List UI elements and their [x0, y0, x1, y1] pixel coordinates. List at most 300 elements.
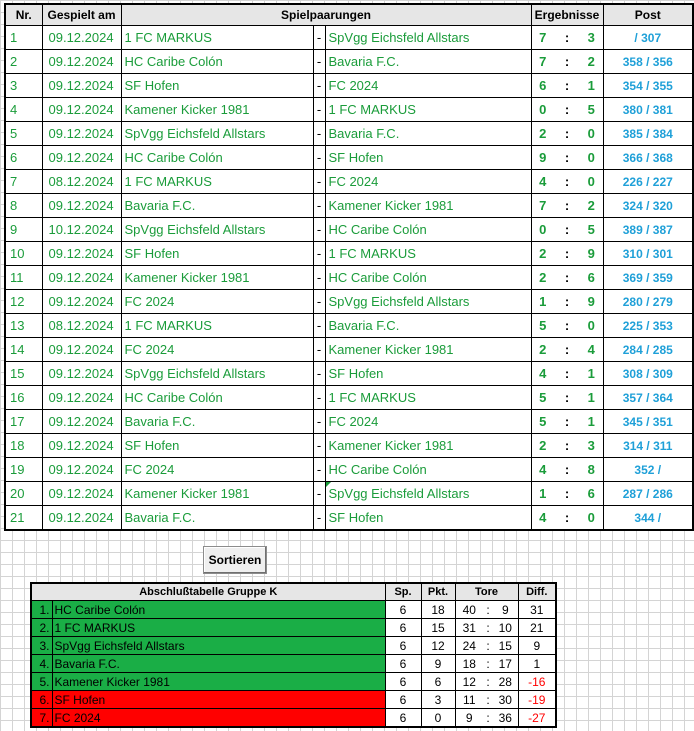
goals-for: 11	[455, 691, 483, 709]
pairing-separator: -	[313, 434, 325, 458]
home-score: 1	[531, 290, 554, 314]
standings-table	[30, 582, 557, 728]
games-played: 6	[385, 619, 421, 637]
post-value: 354 / 355	[603, 74, 693, 98]
match-number: 7	[5, 170, 42, 194]
away-team-label: 1 FC MARKUS	[328, 246, 416, 261]
goals-separator: :	[483, 637, 493, 655]
away-team-label: Kamener Kicker 1981	[328, 342, 454, 357]
goal-difference: 9	[518, 637, 556, 655]
team-name: HC Caribe Colón	[52, 601, 385, 619]
goals-against: 9	[493, 601, 518, 619]
match-date: 09.12.2024	[42, 122, 121, 146]
points: 18	[421, 601, 455, 619]
away-team-label: Bavaria F.C.	[328, 54, 400, 69]
post-value: 389 / 387	[603, 218, 693, 242]
home-team: HC Caribe Colón	[121, 50, 313, 74]
match-row	[5, 482, 693, 506]
away-team-label: HC Caribe Colón	[328, 270, 427, 285]
match-date: 09.12.2024	[42, 242, 121, 266]
goals-for: 12	[455, 673, 483, 691]
pairing-separator: -	[313, 26, 325, 50]
match-row	[5, 242, 693, 266]
away-score: 3	[580, 434, 603, 458]
match-row	[5, 266, 693, 290]
match-date: 09.12.2024	[42, 194, 121, 218]
home-score: 0	[531, 218, 554, 242]
match-date: 09.12.2024	[42, 482, 121, 506]
standings-row	[31, 619, 556, 637]
away-score: 2	[580, 50, 603, 74]
pairing-separator: -	[313, 242, 325, 266]
away-team-label: Kamener Kicker 1981	[328, 198, 454, 213]
score-separator: :	[554, 98, 580, 122]
match-row	[5, 146, 693, 170]
goals-for: 18	[455, 655, 483, 673]
pairing-separator: -	[313, 314, 325, 338]
match-date: 09.12.2024	[42, 266, 121, 290]
home-team: SF Hofen	[121, 242, 313, 266]
post-value: 352 /	[603, 458, 693, 482]
goals-separator: :	[483, 655, 493, 673]
match-date: 09.12.2024	[42, 26, 121, 50]
pairing-separator: -	[313, 482, 325, 506]
goals-for: 9	[455, 709, 483, 728]
away-score: 0	[580, 122, 603, 146]
away-score: 9	[580, 290, 603, 314]
goals-for: 40	[455, 601, 483, 619]
home-score: 7	[531, 26, 554, 50]
match-row	[5, 218, 693, 242]
match-row	[5, 506, 693, 531]
away-team	[325, 122, 531, 146]
away-team-label: SpVgg Eichsfeld Allstars	[328, 30, 470, 45]
match-row	[5, 170, 693, 194]
away-team	[325, 506, 531, 531]
goals-separator: :	[483, 601, 493, 619]
header-result: Ergebnisse	[531, 4, 603, 26]
match-date: 09.12.2024	[42, 506, 121, 531]
standings-row	[31, 655, 556, 673]
pairing-separator: -	[313, 266, 325, 290]
home-score: 4	[531, 170, 554, 194]
away-team-label: 1 FC MARKUS	[328, 390, 416, 405]
away-score: 4	[580, 338, 603, 362]
home-team: Bavaria F.C.	[121, 506, 313, 531]
points: 6	[421, 673, 455, 691]
away-team	[325, 242, 531, 266]
match-number: 8	[5, 194, 42, 218]
pairing-separator: -	[313, 194, 325, 218]
away-team	[325, 98, 531, 122]
away-score: 0	[580, 146, 603, 170]
score-separator: :	[554, 290, 580, 314]
home-team: FC 2024	[121, 338, 313, 362]
home-score: 0	[531, 98, 554, 122]
rank: 2.	[31, 619, 52, 637]
score-separator: :	[554, 74, 580, 98]
away-team	[325, 194, 531, 218]
games-played: 6	[385, 709, 421, 728]
away-score: 5	[580, 98, 603, 122]
match-row	[5, 26, 693, 50]
match-date: 08.12.2024	[42, 314, 121, 338]
post-value: 345 / 351	[603, 410, 693, 434]
home-score: 2	[531, 434, 554, 458]
rank: 6.	[31, 691, 52, 709]
matches-header-row	[5, 4, 693, 26]
games-played: 6	[385, 691, 421, 709]
goal-difference: 31	[518, 601, 556, 619]
match-row	[5, 434, 693, 458]
away-team	[325, 410, 531, 434]
match-row	[5, 194, 693, 218]
match-number: 11	[5, 266, 42, 290]
home-team: FC 2024	[121, 458, 313, 482]
match-number: 15	[5, 362, 42, 386]
away-team-label: SpVgg Eichsfeld Allstars	[328, 294, 470, 309]
away-team-label: Bavaria F.C.	[328, 126, 400, 141]
home-score: 5	[531, 386, 554, 410]
match-date: 09.12.2024	[42, 362, 121, 386]
home-team: Kamener Kicker 1981	[121, 266, 313, 290]
standings-row	[31, 637, 556, 655]
pairing-separator: -	[313, 458, 325, 482]
home-team: FC 2024	[121, 290, 313, 314]
standings-title: Abschlußtabelle Gruppe K	[31, 583, 385, 601]
away-team	[325, 362, 531, 386]
away-team	[325, 50, 531, 74]
points: 0	[421, 709, 455, 728]
away-team-label: SF Hofen	[328, 150, 384, 165]
score-separator: :	[554, 362, 580, 386]
home-score: 7	[531, 50, 554, 74]
away-team-label: SF Hofen	[328, 510, 384, 525]
pairing-separator: -	[313, 218, 325, 242]
goal-difference: -27	[518, 709, 556, 728]
post-value: 344 /	[603, 506, 693, 531]
away-score: 0	[580, 170, 603, 194]
goals-against: 10	[493, 619, 518, 637]
team-name: Kamener Kicker 1981	[52, 673, 385, 691]
score-separator: :	[554, 386, 580, 410]
score-separator: :	[554, 434, 580, 458]
rank: 3.	[31, 637, 52, 655]
score-separator: :	[554, 170, 580, 194]
match-row	[5, 122, 693, 146]
match-row	[5, 290, 693, 314]
matches-table	[4, 3, 694, 531]
header-nr: Nr.	[5, 4, 42, 26]
standings-row	[31, 691, 556, 709]
team-name: SpVgg Eichsfeld Allstars	[52, 637, 385, 655]
games-played: 6	[385, 673, 421, 691]
match-number: 3	[5, 74, 42, 98]
games-played: 6	[385, 637, 421, 655]
standings-row	[31, 601, 556, 619]
home-team: Kamener Kicker 1981	[121, 482, 313, 506]
header-games: Sp.	[385, 583, 421, 601]
home-score: 9	[531, 146, 554, 170]
score-separator: :	[554, 218, 580, 242]
pairing-separator: -	[313, 362, 325, 386]
goals-against: 30	[493, 691, 518, 709]
score-separator: :	[554, 50, 580, 74]
away-team	[325, 386, 531, 410]
home-team: 1 FC MARKUS	[121, 170, 313, 194]
score-separator: :	[564, 510, 570, 525]
goal-difference: -19	[518, 691, 556, 709]
header-goals: Tore	[455, 583, 518, 601]
score-separator: :	[554, 410, 580, 434]
home-team: SF Hofen	[121, 434, 313, 458]
away-team-label: SF Hofen	[328, 366, 384, 381]
home-score: 4	[531, 458, 554, 482]
home-team: HC Caribe Colón	[121, 386, 313, 410]
home-score: 5	[531, 410, 554, 434]
match-date: 08.12.2024	[42, 170, 121, 194]
post-value: 310 / 301	[603, 242, 693, 266]
away-team	[325, 458, 531, 482]
home-score: 7	[531, 194, 554, 218]
away-team	[325, 266, 531, 290]
home-score: 2	[531, 338, 554, 362]
home-team: Bavaria F.C.	[121, 410, 313, 434]
away-score: 5	[580, 218, 603, 242]
match-number: 21	[5, 506, 42, 531]
post-value: 314 / 311	[603, 434, 693, 458]
match-number: 2	[5, 50, 42, 74]
away-team-label: Bavaria F.C.	[328, 318, 400, 333]
away-team-label: FC 2024	[328, 414, 379, 429]
home-score: 2	[531, 266, 554, 290]
away-team-label: SpVgg Eichsfeld Allstars	[328, 486, 470, 501]
away-team	[325, 146, 531, 170]
away-score: 1	[580, 74, 603, 98]
match-number: 16	[5, 386, 42, 410]
rank: 5.	[31, 673, 52, 691]
points: 9	[421, 655, 455, 673]
home-team: HC Caribe Colón	[121, 146, 313, 170]
away-score: 0	[587, 510, 595, 525]
pairing-separator: -	[313, 290, 325, 314]
score-separator: :	[554, 266, 580, 290]
match-number: 18	[5, 434, 42, 458]
post-value: 385 / 384	[603, 122, 693, 146]
post-value: 358 / 356	[603, 50, 693, 74]
away-score: 2	[580, 194, 603, 218]
team-name: SF Hofen	[52, 691, 385, 709]
away-team	[325, 314, 531, 338]
away-team	[325, 26, 531, 50]
match-date: 09.12.2024	[42, 410, 121, 434]
sort-button[interactable]: Sortieren	[203, 546, 267, 574]
standings-body	[31, 601, 556, 728]
match-row	[5, 98, 693, 122]
match-number: 12	[5, 290, 42, 314]
goals-against: 28	[493, 673, 518, 691]
match-date: 09.12.2024	[42, 434, 121, 458]
games-played: 6	[385, 601, 421, 619]
pairing-separator: -	[313, 506, 325, 531]
match-row	[5, 314, 693, 338]
away-score: 6	[580, 482, 603, 506]
team-name: FC 2024	[52, 709, 385, 728]
home-team: 1 FC MARKUS	[121, 314, 313, 338]
away-team	[325, 290, 531, 314]
match-row	[5, 338, 693, 362]
match-number: 4	[5, 98, 42, 122]
pairing-separator: -	[313, 98, 325, 122]
away-team	[325, 218, 531, 242]
comment-indicator[interactable]	[326, 482, 331, 487]
home-team: Bavaria F.C.	[121, 194, 313, 218]
goals-against: 17	[493, 655, 518, 673]
score-separator: :	[554, 194, 580, 218]
match-row	[5, 74, 693, 98]
rank: 7.	[31, 709, 52, 728]
away-team	[325, 482, 531, 506]
match-date: 09.12.2024	[42, 458, 121, 482]
away-team-label: HC Caribe Colón	[328, 462, 427, 477]
match-row	[5, 458, 693, 482]
away-score: 3	[580, 26, 603, 50]
away-score: 9	[580, 242, 603, 266]
home-score: 2	[531, 122, 554, 146]
goals-separator: :	[483, 691, 493, 709]
header-points: Pkt.	[421, 583, 455, 601]
score-separator: :	[554, 482, 580, 506]
goals-against: 36	[493, 709, 518, 728]
match-number: 10	[5, 242, 42, 266]
away-team-label: 1 FC MARKUS	[328, 102, 416, 117]
match-date: 09.12.2024	[42, 338, 121, 362]
standings-header-row	[31, 583, 556, 601]
home-team: SpVgg Eichsfeld Allstars	[121, 122, 313, 146]
pairing-separator: -	[313, 170, 325, 194]
away-team-label: HC Caribe Colón	[328, 222, 427, 237]
score-separator: :	[554, 458, 580, 482]
match-number: 19	[5, 458, 42, 482]
post-value: 324 / 320	[603, 194, 693, 218]
match-number: 5	[5, 122, 42, 146]
match-number: 6	[5, 146, 42, 170]
pairing-separator: -	[313, 338, 325, 362]
match-number: 14	[5, 338, 42, 362]
away-team	[325, 434, 531, 458]
post-value: 366 / 368	[603, 146, 693, 170]
match-date: 09.12.2024	[42, 290, 121, 314]
rank: 1.	[31, 601, 52, 619]
match-number: 9	[5, 218, 42, 242]
match-date: 09.12.2024	[42, 50, 121, 74]
match-row	[5, 410, 693, 434]
away-team-label: Kamener Kicker 1981	[328, 438, 454, 453]
home-team: 1 FC MARKUS	[121, 26, 313, 50]
post-value: 280 / 279	[603, 290, 693, 314]
home-score: 1	[531, 482, 554, 506]
post-value: 357 / 364	[603, 386, 693, 410]
away-score: 8	[580, 458, 603, 482]
match-date: 10.12.2024	[42, 218, 121, 242]
goals-separator: :	[483, 673, 493, 691]
away-team	[325, 74, 531, 98]
header-post: Post	[603, 4, 693, 26]
away-score: 1	[580, 386, 603, 410]
goals-separator: :	[483, 619, 493, 637]
away-score: 6	[580, 266, 603, 290]
post-value: 225 / 353	[603, 314, 693, 338]
post-value: 308 / 309	[603, 362, 693, 386]
home-score: 4	[531, 506, 554, 531]
home-score: 2	[531, 242, 554, 266]
goal-difference: -16	[518, 673, 556, 691]
match-date: 09.12.2024	[42, 74, 121, 98]
games-played: 6	[385, 655, 421, 673]
away-team-label: FC 2024	[328, 78, 379, 93]
pairing-separator: -	[313, 122, 325, 146]
goal-difference: 1	[518, 655, 556, 673]
matches-body	[5, 26, 693, 531]
pairing-separator: -	[313, 410, 325, 434]
goal-difference: 21	[518, 619, 556, 637]
home-team: SpVgg Eichsfeld Allstars	[121, 218, 313, 242]
goals-for: 31	[455, 619, 483, 637]
home-team: Kamener Kicker 1981	[121, 98, 313, 122]
match-number: 20	[5, 482, 42, 506]
home-score: 5	[531, 314, 554, 338]
post-value: 287 / 286	[603, 482, 693, 506]
score-separator: :	[554, 242, 580, 266]
header-diff: Diff.	[518, 583, 556, 601]
rank: 4.	[31, 655, 52, 673]
away-team	[325, 338, 531, 362]
goals-against: 15	[493, 637, 518, 655]
score-separator: :	[554, 146, 580, 170]
team-name: Bavaria F.C.	[52, 655, 385, 673]
header-pairing: Spielpaarungen	[121, 4, 531, 26]
match-number: 17	[5, 410, 42, 434]
score-separator: :	[554, 26, 580, 50]
goals-separator: :	[483, 709, 493, 728]
pairing-separator: -	[313, 50, 325, 74]
score-separator: :	[554, 122, 580, 146]
post-value: 380 / 381	[603, 98, 693, 122]
match-row	[5, 386, 693, 410]
post-value: 226 / 227	[603, 170, 693, 194]
match-row	[5, 50, 693, 74]
home-team: SpVgg Eichsfeld Allstars	[121, 362, 313, 386]
team-name: 1 FC MARKUS	[52, 619, 385, 637]
away-team-label: FC 2024	[328, 174, 379, 189]
away-score: 0	[580, 314, 603, 338]
standings-row	[31, 709, 556, 728]
away-score: 1	[580, 410, 603, 434]
match-date: 09.12.2024	[42, 146, 121, 170]
away-score: 1	[580, 362, 603, 386]
post-value: / 307	[603, 26, 693, 50]
goals-for: 24	[455, 637, 483, 655]
points: 15	[421, 619, 455, 637]
home-team: SF Hofen	[121, 74, 313, 98]
match-number: 13	[5, 314, 42, 338]
match-date: 09.12.2024	[42, 98, 121, 122]
pairing-separator: -	[313, 386, 325, 410]
match-date: 09.12.2024	[42, 386, 121, 410]
score-separator: :	[554, 338, 580, 362]
pairing-separator: -	[313, 146, 325, 170]
pairing-separator: -	[313, 74, 325, 98]
